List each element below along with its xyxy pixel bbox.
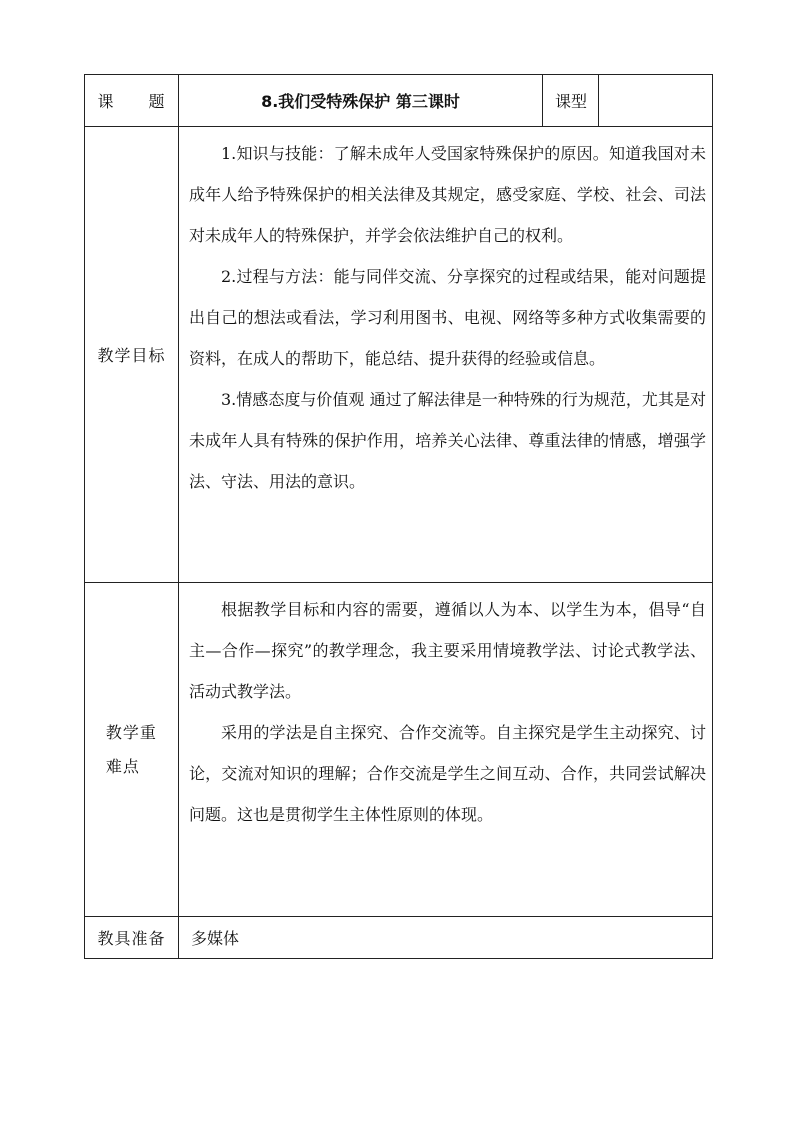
materials-value: 多媒体 [191, 929, 240, 948]
objectives-label: 教学目标 [97, 346, 166, 365]
learning-methods-paragraph: 采用的学法是自主探究、合作交流等。自主探究是学生主动探究、讨论，交流对知识的理解；合作交流是学生之间互动、合作，共同尝试解决问题。这也是贯彻学生主体性原则的体现。 [189, 723, 706, 824]
type-label: 课型 [555, 92, 588, 111]
topic-row [85, 75, 713, 127]
materials-label-cell [85, 917, 179, 959]
key-points-label: 教学重难点 [105, 722, 157, 776]
lesson-title: 8.我们受特殊保护 第三课时 [261, 92, 460, 111]
objectives-row [85, 127, 713, 583]
topic-label: 课 题 [97, 92, 166, 111]
teaching-methods-paragraph: 根据教学目标和内容的需要，遵循以人为本、以学生为本，倡导“自主—合作—探究”的教学理念，我主要采用情境教学法、讨论式教学法、活动式教学法。 [189, 600, 706, 701]
objective-attitude: 3.情感态度与价值观 通过了解法律是一种特殊的行为规范，尤其是对未成年人具有特殊的保护作用，培养关心法律、尊重法律的情感，增强学法、守法、用法的意识。 [189, 390, 706, 491]
key-points-content-cell [179, 583, 713, 917]
materials-row [85, 917, 713, 959]
objectives-label-cell [85, 127, 179, 583]
lesson-plan-table [84, 74, 713, 959]
objective-knowledge: 1.知识与技能：了解未成年人受国家特殊保护的原因。知道我国对未成年人给予特殊保护的相关法律及其规定，感受家庭、学校、社会、司法对未成年人的特殊保护，并学会依法维护自己的权利。 [189, 144, 706, 245]
materials-value-cell [179, 917, 713, 959]
key-points-row [85, 583, 713, 917]
topic-value-cell [179, 75, 543, 127]
type-label-cell [543, 75, 599, 127]
type-value-cell [599, 75, 713, 127]
objective-process: 2.过程与方法：能与同伴交流、分享探究的过程或结果，能对问题提出自己的想法或看法，学习利用图书、电视、网络等多种方式收集需要的资料，在成人的帮助下，能总结、提升获得的经验或信息。 [189, 267, 706, 368]
topic-label-cell [85, 75, 179, 127]
objectives-content-cell [179, 127, 713, 583]
key-points-label-cell [85, 583, 179, 917]
materials-label: 教具准备 [97, 929, 166, 948]
